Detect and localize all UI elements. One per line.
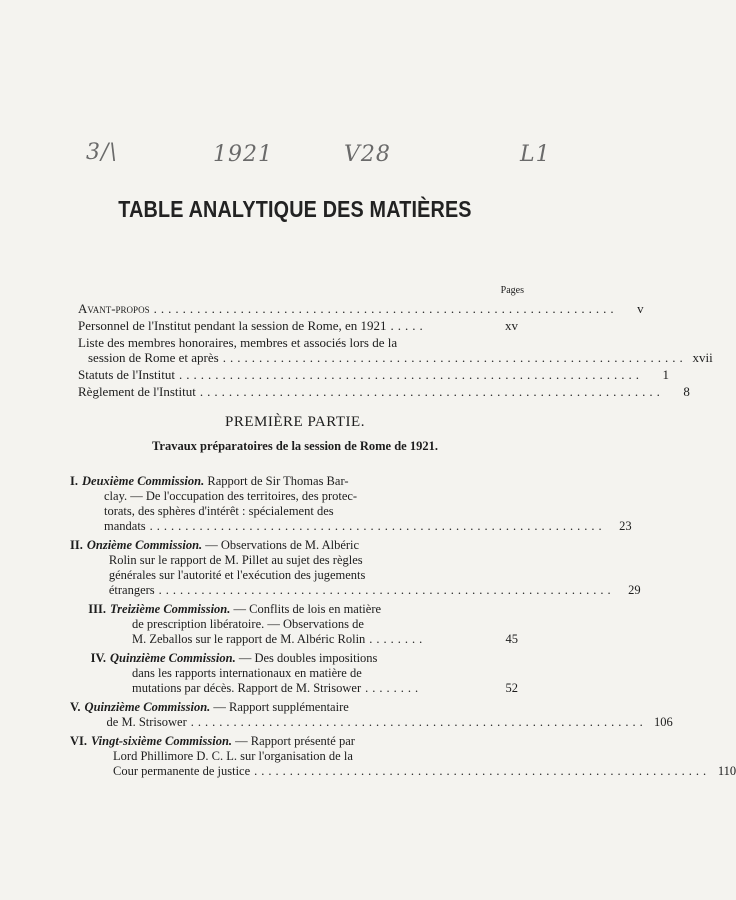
toc-entry: IV. Quinzième Commission. — Des doubles impositions dans les rapports internationaux en matière de mutations par décès. Rapport de M. Strisower ........ 52 xyxy=(70,651,518,696)
toc-entry-text: session de Rome et après xyxy=(88,350,219,365)
entry-number: III. xyxy=(88,602,106,616)
toc-entry-front-matter: Statuts de l'Institut ................................................................ 1 xyxy=(78,367,669,382)
entry-text: Cour permanente de justice xyxy=(113,764,251,778)
toc-entry: II. Onzième Commission. — Observations de M. Albéric Rolin sur le rapport de M. Pillet au sujet des règles générales sur l'autorité et l'exécution des jugements étrangers ................................................................ 29 xyxy=(70,538,641,597)
handwritten-note: 3/\ xyxy=(86,140,118,165)
commission-name: Vingt-sixième Commission. xyxy=(91,734,233,748)
toc-page-number: 45 xyxy=(505,632,518,646)
commission-name: Onzième Commission. xyxy=(86,538,203,552)
toc-entry-text: Personnel de l'Institut pendant la session de Rome, en 1921 xyxy=(78,318,387,333)
toc-page-number: 52 xyxy=(505,681,518,695)
entry-text: — Rapport supplémentaire xyxy=(210,700,349,714)
entry-text: étrangers xyxy=(108,583,155,597)
toc-page-number: 23 xyxy=(619,519,632,533)
entry-number: V. xyxy=(70,700,81,714)
commission-name: Quinzième Commission. xyxy=(110,651,236,665)
entry-text: mandats xyxy=(104,519,146,533)
toc-page-number: v xyxy=(637,301,644,316)
pages-column-label: Pages xyxy=(500,285,524,296)
entry-number: VI. xyxy=(70,734,88,748)
toc-entry-text: Statuts de l'Institut xyxy=(78,367,175,382)
toc-entry-front-matter: Liste des membres honoraires, membres et associés lors de la session de Rome et après ................................................................ xvii xyxy=(78,335,713,365)
entry-text: Rapport de Sir Thomas Bar- xyxy=(204,474,349,488)
toc-page-number: 8 xyxy=(683,384,690,399)
toc-entry-front-matter: Personnel de l'Institut pendant la session de Rome, en 1921 ..... xv xyxy=(78,318,518,333)
entry-text: de prescription libératoire. — Observations de xyxy=(132,617,364,631)
toc-entry-text: Règlement de l'Institut xyxy=(78,384,196,399)
entry-text: mutations par décès. Rapport de M. Strisower xyxy=(132,681,362,695)
toc-page-number: 110 xyxy=(717,764,736,778)
toc-page-number: 1 xyxy=(662,367,669,382)
entry-number: IV. xyxy=(90,651,106,665)
entry-number: I. xyxy=(70,474,78,488)
commission-name: Quinzième Commission. xyxy=(84,700,211,714)
toc-entry-text: Avant-propos xyxy=(78,301,150,316)
toc-page-number: 29 xyxy=(628,583,641,597)
entry-text: — Rapport présenté par xyxy=(232,734,355,748)
entry-text: générales sur l'autorité et l'exécution des jugements xyxy=(108,568,366,582)
toc-entries xyxy=(70,474,736,783)
handwritten-note: V28 xyxy=(344,142,391,167)
page-title: TABLE ANALYTIQUE DES MATIÈRES xyxy=(118,196,472,222)
entry-text: Rolin sur le rapport de M. Pillet au sujet des règles xyxy=(108,553,363,567)
part-heading: PREMIÈRE PARTIE. xyxy=(225,414,365,430)
commission-name: Treizième Commission. xyxy=(110,602,231,616)
part-subheading: Travaux préparatoires de la session de Rome de 1921. xyxy=(152,439,438,453)
entry-text: clay. — De l'occupation des territoires, des protec- xyxy=(104,489,358,503)
handwritten-note: L1 xyxy=(520,142,551,167)
entry-text: dans les rapports internationaux en matière de xyxy=(132,666,362,680)
toc-page-number: 106 xyxy=(654,715,673,729)
entry-text: — Observations de M. Albéric xyxy=(202,538,360,552)
toc-entry-text: Liste des membres honoraires, membres et associés lors de la xyxy=(78,335,398,350)
toc-entry: III. Treizième Commission. — Conflits de lois en matière de prescription libératoire. — Observations de M. Zeballos sur le rapport de M. Albéric Rolin ........ 45 xyxy=(70,602,518,647)
entry-text: de M. Strisower xyxy=(106,715,187,729)
handwritten-note: 1921 xyxy=(213,142,273,167)
toc-page-number: xvii xyxy=(692,350,713,365)
entry-text: — Des doubles impositions xyxy=(235,651,378,665)
entry-number: II. xyxy=(70,538,83,552)
toc-entry-front-matter: Règlement de l'Institut ................................................................ 8 xyxy=(78,384,690,399)
toc-page-number: xv xyxy=(505,318,518,333)
commission-name: Deuxième Commission. xyxy=(82,474,205,488)
entry-text: Lord Phillimore D. C. L. sur l'organisation de la xyxy=(113,749,353,763)
entry-text: torats, des sphères d'intérêt : spécialement des xyxy=(104,504,334,518)
entry-text: — Conflits de lois en matière xyxy=(230,602,382,616)
toc-entry: V. Quinzième Commission. — Rapport supplémentaire de M. Strisower ................................................................ 106 xyxy=(70,700,673,729)
entry-text: M. Zeballos sur le rapport de M. Albéric Rolin xyxy=(132,632,366,646)
toc-entry: VI. Vingt-sixième Commission. — Rapport présenté par Lord Phillimore D. C. L. sur l'organisation de la Cour permanente de justice ................................................................ 110 xyxy=(70,734,736,778)
toc-entry-front-matter: Avant-propos ................................................................ v xyxy=(78,301,644,316)
toc-entry: I. Deuxième Commission. Rapport de Sir Thomas Bar- clay. — De l'occupation des territoires, des protec- torats, des sphères d'intérêt : spécialement des mandats ................................................................ 23 xyxy=(70,474,632,533)
